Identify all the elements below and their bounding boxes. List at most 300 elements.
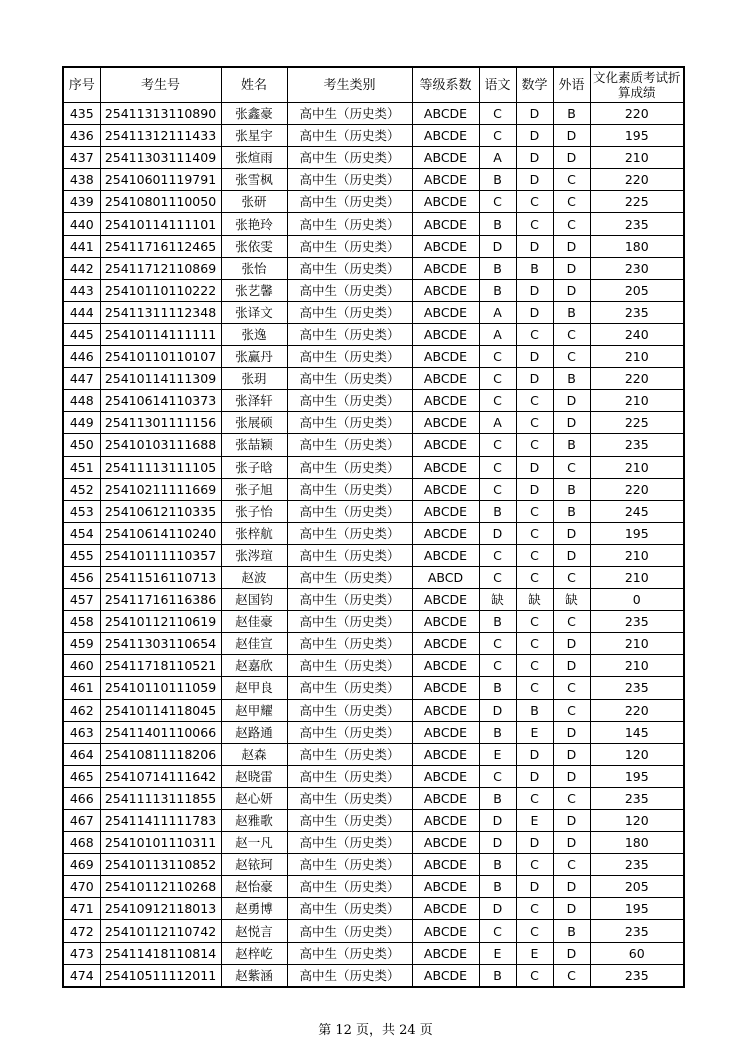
cell-grade-coef: ABCDE — [412, 942, 479, 964]
cell-grade-coef: ABCDE — [412, 478, 479, 500]
cell-name: 赵波 — [221, 566, 287, 588]
cell-math: C — [516, 920, 553, 942]
cell-grade-coef: ABCDE — [412, 655, 479, 677]
cell-foreign-lang: C — [553, 611, 590, 633]
cell-exam-id: 25410112110268 — [100, 876, 221, 898]
cell-grade-coef: ABCDE — [412, 323, 479, 345]
cell-chinese: C — [479, 456, 516, 478]
table-row — [63, 323, 684, 345]
cell-category: 高中生（历史类） — [287, 412, 412, 434]
cell-category: 高中生（历史类） — [287, 147, 412, 169]
cell-foreign-lang: B — [553, 368, 590, 390]
cell-foreign-lang: B — [553, 920, 590, 942]
cell-converted-score: 235 — [590, 854, 684, 876]
cell-math: D — [516, 743, 553, 765]
cell-category: 高中生（历史类） — [287, 677, 412, 699]
cell-name: 张研 — [221, 191, 287, 213]
cell-category: 高中生（历史类） — [287, 257, 412, 279]
cell-chinese: D — [479, 699, 516, 721]
header-math: 数学 — [516, 67, 553, 103]
cell-grade-coef: ABCDE — [412, 103, 479, 125]
table-row — [63, 103, 684, 125]
cell-chinese: C — [479, 566, 516, 588]
cell-name: 张涔瑄 — [221, 544, 287, 566]
cell-chinese: C — [479, 368, 516, 390]
table-row — [63, 787, 684, 809]
cell-converted-score: 60 — [590, 942, 684, 964]
cell-grade-coef: ABCDE — [412, 787, 479, 809]
table-row — [63, 257, 684, 279]
cell-name: 赵佳豪 — [221, 611, 287, 633]
cell-converted-score: 235 — [590, 434, 684, 456]
table-row — [63, 301, 684, 323]
cell-category: 高中生（历史类） — [287, 942, 412, 964]
cell-exam-id: 25411716112465 — [100, 235, 221, 257]
cell-converted-score: 235 — [590, 611, 684, 633]
cell-math: C — [516, 677, 553, 699]
cell-name: 赵悦言 — [221, 920, 287, 942]
cell-math: C — [516, 191, 553, 213]
table-row — [63, 942, 684, 964]
cell-seq: 474 — [63, 964, 100, 987]
table-row — [63, 655, 684, 677]
cell-category: 高中生（历史类） — [287, 235, 412, 257]
cell-foreign-lang: D — [553, 743, 590, 765]
cell-converted-score: 235 — [590, 964, 684, 987]
cell-seq: 444 — [63, 301, 100, 323]
cell-category: 高中生（历史类） — [287, 169, 412, 191]
table-body — [63, 103, 684, 987]
cell-foreign-lang: 缺 — [553, 589, 590, 611]
cell-seq: 469 — [63, 854, 100, 876]
table-row — [63, 434, 684, 456]
cell-math: D — [516, 235, 553, 257]
cell-chinese: A — [479, 147, 516, 169]
cell-foreign-lang: D — [553, 544, 590, 566]
cell-math: D — [516, 368, 553, 390]
table-row — [63, 412, 684, 434]
cell-exam-id: 25410103111688 — [100, 434, 221, 456]
cell-chinese: C — [479, 478, 516, 500]
table-row — [63, 832, 684, 854]
cell-math: E — [516, 810, 553, 832]
cell-chinese: B — [479, 964, 516, 987]
cell-name: 赵一凡 — [221, 832, 287, 854]
cell-category: 高中生（历史类） — [287, 964, 412, 987]
cell-category: 高中生（历史类） — [287, 456, 412, 478]
cell-converted-score: 235 — [590, 920, 684, 942]
cell-math: D — [516, 279, 553, 301]
cell-grade-coef: ABCDE — [412, 633, 479, 655]
cell-math: C — [516, 522, 553, 544]
cell-seq: 437 — [63, 147, 100, 169]
cell-category: 高中生（历史类） — [287, 323, 412, 345]
cell-exam-id: 25410912118013 — [100, 898, 221, 920]
table-row — [63, 346, 684, 368]
cell-name: 张鑫豪 — [221, 103, 287, 125]
cell-math: C — [516, 434, 553, 456]
cell-grade-coef: ABCDE — [412, 390, 479, 412]
cell-converted-score: 210 — [590, 633, 684, 655]
cell-exam-id: 25410112110619 — [100, 611, 221, 633]
cell-grade-coef: ABCDE — [412, 589, 479, 611]
cell-category: 高中生（历史类） — [287, 566, 412, 588]
cell-math: D — [516, 832, 553, 854]
cell-converted-score: 195 — [590, 125, 684, 147]
cell-seq: 468 — [63, 832, 100, 854]
table-row — [63, 191, 684, 213]
cell-exam-id: 25411516110713 — [100, 566, 221, 588]
cell-chinese: D — [479, 832, 516, 854]
cell-converted-score: 220 — [590, 478, 684, 500]
cell-chinese: D — [479, 898, 516, 920]
header-exam-id: 考生号 — [100, 67, 221, 103]
cell-seq: 445 — [63, 323, 100, 345]
cell-name: 赵国钧 — [221, 589, 287, 611]
cell-grade-coef: ABCDE — [412, 434, 479, 456]
cell-seq: 438 — [63, 169, 100, 191]
cell-exam-id: 25411418110814 — [100, 942, 221, 964]
cell-grade-coef: ABCDE — [412, 810, 479, 832]
cell-foreign-lang: D — [553, 279, 590, 301]
cell-chinese: C — [479, 765, 516, 787]
cell-converted-score: 210 — [590, 147, 684, 169]
cell-exam-id: 25410114118045 — [100, 699, 221, 721]
cell-name: 赵森 — [221, 743, 287, 765]
cell-chinese: C — [479, 346, 516, 368]
cell-category: 高中生（历史类） — [287, 390, 412, 412]
cell-foreign-lang: D — [553, 942, 590, 964]
cell-chinese: 缺 — [479, 589, 516, 611]
cell-converted-score: 195 — [590, 898, 684, 920]
cell-grade-coef: ABCDE — [412, 721, 479, 743]
table-row — [63, 125, 684, 147]
cell-math: B — [516, 257, 553, 279]
cell-converted-score: 120 — [590, 810, 684, 832]
cell-seq: 439 — [63, 191, 100, 213]
cell-math: D — [516, 169, 553, 191]
cell-grade-coef: ABCDE — [412, 301, 479, 323]
cell-exam-id: 25410614110373 — [100, 390, 221, 412]
cell-chinese: B — [479, 677, 516, 699]
cell-category: 高中生（历史类） — [287, 478, 412, 500]
cell-chinese: B — [479, 500, 516, 522]
cell-exam-id: 25410114111309 — [100, 368, 221, 390]
cell-exam-id: 25411712110869 — [100, 257, 221, 279]
table-row — [63, 213, 684, 235]
cell-name: 赵雅歌 — [221, 810, 287, 832]
cell-math: C — [516, 898, 553, 920]
cell-chinese: C — [479, 191, 516, 213]
cell-foreign-lang: D — [553, 147, 590, 169]
cell-math: 缺 — [516, 589, 553, 611]
cell-foreign-lang: D — [553, 257, 590, 279]
cell-exam-id: 25411303110654 — [100, 633, 221, 655]
header-row — [63, 67, 684, 103]
cell-seq: 451 — [63, 456, 100, 478]
cell-exam-id: 25410113110852 — [100, 854, 221, 876]
cell-category: 高中生（历史类） — [287, 655, 412, 677]
header-converted-score: 文化素质考试折算成绩 — [590, 67, 684, 103]
cell-category: 高中生（历史类） — [287, 279, 412, 301]
cell-seq: 462 — [63, 699, 100, 721]
cell-exam-id: 25411718110521 — [100, 655, 221, 677]
cell-name: 赵心妍 — [221, 787, 287, 809]
cell-foreign-lang: C — [553, 191, 590, 213]
cell-name: 赵甲良 — [221, 677, 287, 699]
cell-category: 高中生（历史类） — [287, 125, 412, 147]
cell-math: C — [516, 787, 553, 809]
cell-converted-score: 235 — [590, 787, 684, 809]
table-row — [63, 279, 684, 301]
cell-chinese: C — [479, 655, 516, 677]
header-chinese: 语文 — [479, 67, 516, 103]
cell-name: 张赢丹 — [221, 346, 287, 368]
cell-seq: 463 — [63, 721, 100, 743]
cell-seq: 467 — [63, 810, 100, 832]
cell-converted-score: 225 — [590, 191, 684, 213]
cell-name: 赵路通 — [221, 721, 287, 743]
cell-grade-coef: ABCDE — [412, 964, 479, 987]
cell-exam-id: 25411113111105 — [100, 456, 221, 478]
cell-foreign-lang: C — [553, 169, 590, 191]
cell-converted-score: 230 — [590, 257, 684, 279]
cell-seq: 460 — [63, 655, 100, 677]
cell-converted-score: 220 — [590, 699, 684, 721]
header-grade-coef: 等级系数 — [412, 67, 479, 103]
cell-math: C — [516, 213, 553, 235]
cell-exam-id: 25410110110107 — [100, 346, 221, 368]
cell-foreign-lang: D — [553, 876, 590, 898]
cell-chinese: C — [479, 920, 516, 942]
score-table — [62, 66, 685, 988]
cell-exam-id: 25410714111642 — [100, 765, 221, 787]
cell-grade-coef: ABCDE — [412, 191, 479, 213]
cell-seq: 461 — [63, 677, 100, 699]
cell-foreign-lang: C — [553, 456, 590, 478]
cell-chinese: B — [479, 213, 516, 235]
table-row — [63, 478, 684, 500]
table-row — [63, 390, 684, 412]
cell-math: C — [516, 611, 553, 633]
cell-foreign-lang: D — [553, 721, 590, 743]
cell-name: 张子怡 — [221, 500, 287, 522]
cell-converted-score: 205 — [590, 279, 684, 301]
table-row — [63, 456, 684, 478]
cell-grade-coef: ABCDE — [412, 765, 479, 787]
cell-chinese: B — [479, 169, 516, 191]
cell-category: 高中生（历史类） — [287, 191, 412, 213]
cell-grade-coef: ABCDE — [412, 876, 479, 898]
cell-converted-score: 235 — [590, 301, 684, 323]
cell-seq: 440 — [63, 213, 100, 235]
cell-name: 张展硕 — [221, 412, 287, 434]
cell-math: D — [516, 147, 553, 169]
cell-chinese: B — [479, 279, 516, 301]
cell-seq: 448 — [63, 390, 100, 412]
cell-chinese: B — [479, 611, 516, 633]
cell-foreign-lang: C — [553, 787, 590, 809]
cell-grade-coef: ABCDE — [412, 125, 479, 147]
cell-exam-id: 25410211111669 — [100, 478, 221, 500]
header-seq: 序号 — [63, 67, 100, 103]
cell-grade-coef: ABCDE — [412, 699, 479, 721]
cell-grade-coef: ABCDE — [412, 279, 479, 301]
cell-seq: 458 — [63, 611, 100, 633]
cell-converted-score: 220 — [590, 103, 684, 125]
cell-grade-coef: ABCDE — [412, 743, 479, 765]
cell-name: 张艺馨 — [221, 279, 287, 301]
cell-exam-id: 25410614110240 — [100, 522, 221, 544]
cell-foreign-lang: B — [553, 301, 590, 323]
cell-grade-coef: ABCDE — [412, 456, 479, 478]
cell-exam-id: 25410101110311 — [100, 832, 221, 854]
cell-converted-score: 180 — [590, 235, 684, 257]
cell-foreign-lang: B — [553, 103, 590, 125]
cell-seq: 455 — [63, 544, 100, 566]
cell-category: 高中生（历史类） — [287, 876, 412, 898]
cell-seq: 450 — [63, 434, 100, 456]
table-row — [63, 876, 684, 898]
cell-exam-id: 25411716116386 — [100, 589, 221, 611]
table-row — [63, 589, 684, 611]
cell-grade-coef: ABCDE — [412, 920, 479, 942]
cell-converted-score: 210 — [590, 456, 684, 478]
header-foreign-lang: 外语 — [553, 67, 590, 103]
cell-chinese: A — [479, 301, 516, 323]
cell-chinese: D — [479, 522, 516, 544]
cell-foreign-lang: C — [553, 213, 590, 235]
cell-category: 高中生（历史类） — [287, 898, 412, 920]
cell-name: 赵甲耀 — [221, 699, 287, 721]
cell-seq: 473 — [63, 942, 100, 964]
cell-math: C — [516, 544, 553, 566]
cell-exam-id: 25411313110890 — [100, 103, 221, 125]
cell-grade-coef: ABCDE — [412, 898, 479, 920]
cell-foreign-lang: D — [553, 810, 590, 832]
table-row — [63, 765, 684, 787]
cell-math: D — [516, 125, 553, 147]
cell-foreign-lang: C — [553, 699, 590, 721]
cell-math: E — [516, 942, 553, 964]
cell-math: C — [516, 854, 553, 876]
cell-math: D — [516, 301, 553, 323]
cell-exam-id: 25410612110335 — [100, 500, 221, 522]
cell-name: 张子旭 — [221, 478, 287, 500]
cell-category: 高中生（历史类） — [287, 699, 412, 721]
cell-exam-id: 25410111110357 — [100, 544, 221, 566]
cell-chinese: B — [479, 876, 516, 898]
cell-math: D — [516, 346, 553, 368]
cell-name: 张逸 — [221, 323, 287, 345]
cell-chinese: B — [479, 787, 516, 809]
cell-converted-score: 235 — [590, 213, 684, 235]
cell-name: 张怡 — [221, 257, 287, 279]
header-name: 姓名 — [221, 67, 287, 103]
cell-chinese: C — [479, 103, 516, 125]
cell-seq: 471 — [63, 898, 100, 920]
cell-foreign-lang: D — [553, 125, 590, 147]
cell-foreign-lang: D — [553, 390, 590, 412]
cell-exam-id: 25410801110050 — [100, 191, 221, 213]
cell-exam-id: 25411411111783 — [100, 810, 221, 832]
cell-chinese: C — [479, 544, 516, 566]
cell-grade-coef: ABCDE — [412, 832, 479, 854]
cell-math: C — [516, 566, 553, 588]
cell-exam-id: 25410110111059 — [100, 677, 221, 699]
table-row — [63, 854, 684, 876]
cell-foreign-lang: B — [553, 478, 590, 500]
cell-seq: 443 — [63, 279, 100, 301]
cell-category: 高中生（历史类） — [287, 103, 412, 125]
cell-grade-coef: ABCDE — [412, 611, 479, 633]
table-row — [63, 368, 684, 390]
cell-seq: 436 — [63, 125, 100, 147]
table-row — [63, 544, 684, 566]
cell-math: D — [516, 456, 553, 478]
cell-math: C — [516, 500, 553, 522]
cell-category: 高中生（历史类） — [287, 213, 412, 235]
cell-category: 高中生（历史类） — [287, 832, 412, 854]
cell-foreign-lang: C — [553, 677, 590, 699]
cell-exam-id: 25411301111156 — [100, 412, 221, 434]
cell-foreign-lang: D — [553, 522, 590, 544]
cell-chinese: E — [479, 942, 516, 964]
cell-category: 高中生（历史类） — [287, 589, 412, 611]
cell-name: 张玥 — [221, 368, 287, 390]
cell-exam-id: 25410511112011 — [100, 964, 221, 987]
cell-chinese: D — [479, 235, 516, 257]
table-row — [63, 522, 684, 544]
cell-category: 高中生（历史类） — [287, 810, 412, 832]
cell-grade-coef: ABCDE — [412, 346, 479, 368]
cell-grade-coef: ABCDE — [412, 854, 479, 876]
cell-category: 高中生（历史类） — [287, 854, 412, 876]
cell-chinese: C — [479, 390, 516, 412]
cell-converted-score: 210 — [590, 346, 684, 368]
cell-name: 张子晗 — [221, 456, 287, 478]
cell-chinese: B — [479, 854, 516, 876]
cell-grade-coef: ABCD — [412, 566, 479, 588]
cell-seq: 452 — [63, 478, 100, 500]
cell-seq: 464 — [63, 743, 100, 765]
cell-exam-id: 25410811118206 — [100, 743, 221, 765]
cell-name: 赵晓雷 — [221, 765, 287, 787]
cell-foreign-lang: D — [553, 235, 590, 257]
cell-converted-score: 220 — [590, 169, 684, 191]
cell-name: 张雪枫 — [221, 169, 287, 191]
cell-math: D — [516, 876, 553, 898]
cell-math: D — [516, 478, 553, 500]
cell-seq: 454 — [63, 522, 100, 544]
cell-exam-id: 25411113111855 — [100, 787, 221, 809]
cell-category: 高中生（历史类） — [287, 544, 412, 566]
cell-seq: 449 — [63, 412, 100, 434]
cell-converted-score: 180 — [590, 832, 684, 854]
table-row — [63, 898, 684, 920]
cell-math: C — [516, 323, 553, 345]
table-row — [63, 633, 684, 655]
cell-exam-id: 25410110110222 — [100, 279, 221, 301]
cell-grade-coef: ABCDE — [412, 522, 479, 544]
cell-seq: 447 — [63, 368, 100, 390]
cell-converted-score: 210 — [590, 390, 684, 412]
cell-converted-score: 240 — [590, 323, 684, 345]
cell-exam-id: 25411401110066 — [100, 721, 221, 743]
cell-foreign-lang: C — [553, 964, 590, 987]
cell-category: 高中生（历史类） — [287, 633, 412, 655]
cell-name: 张喆颖 — [221, 434, 287, 456]
